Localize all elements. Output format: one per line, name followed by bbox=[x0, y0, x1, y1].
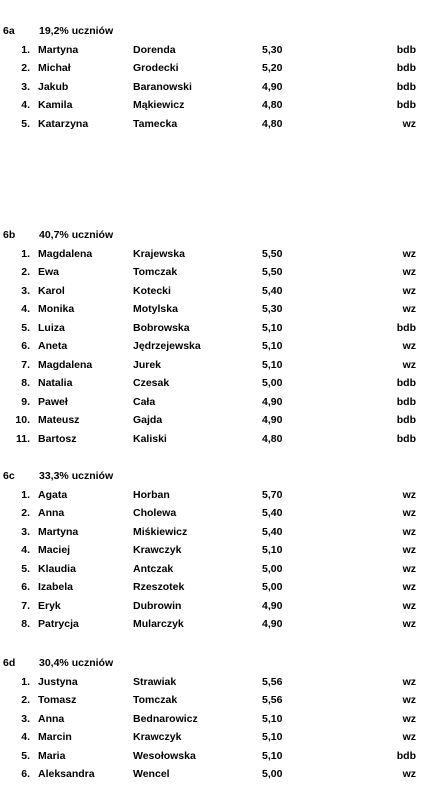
average-score: 5,30 bbox=[262, 303, 283, 315]
last-name: Czesak bbox=[133, 377, 170, 389]
rank-number: 6. bbox=[21, 340, 30, 352]
average-score: 4,80 bbox=[262, 99, 283, 111]
behavior-grade: wz bbox=[402, 340, 416, 352]
student-row bbox=[0, 319, 436, 338]
rank-number: 11. bbox=[15, 432, 30, 445]
class-header bbox=[0, 226, 436, 245]
first-name: Klaudia bbox=[38, 562, 76, 575]
last-name: Krawczyk bbox=[133, 731, 182, 743]
behavior-grade: wz bbox=[402, 284, 416, 297]
rank-number: 3. bbox=[21, 712, 30, 725]
student-row bbox=[0, 59, 436, 78]
class-section-6d bbox=[0, 654, 436, 784]
class-percent: 40,7% uczniów bbox=[39, 229, 114, 241]
rank-number: 2. bbox=[21, 266, 30, 278]
behavior-grade: bdb bbox=[396, 377, 416, 389]
last-name: Horban bbox=[133, 488, 170, 501]
first-name: Karol bbox=[38, 284, 65, 297]
behavior-grade: wz bbox=[402, 731, 416, 743]
last-name: Gajda bbox=[133, 414, 163, 426]
first-name: Martyna bbox=[38, 525, 79, 538]
behavior-grade: wz bbox=[402, 266, 416, 278]
student-row bbox=[0, 578, 436, 597]
behavior-grade: wz bbox=[402, 358, 416, 371]
last-name: Rzeszotek bbox=[133, 581, 185, 593]
first-name: Aneta bbox=[38, 340, 68, 352]
student-row bbox=[0, 41, 436, 60]
behavior-grade: bdb bbox=[396, 432, 416, 445]
last-name: Dubrowin bbox=[133, 599, 182, 612]
average-score: 5,50 bbox=[262, 247, 283, 260]
class-percent: 30,4% uczniów bbox=[39, 657, 114, 669]
student-row bbox=[0, 337, 436, 356]
student-row bbox=[0, 245, 436, 264]
last-name: Strawiak bbox=[133, 675, 177, 688]
first-name: Bartosz bbox=[38, 432, 77, 445]
student-row bbox=[0, 673, 436, 692]
last-name: Wesołowska bbox=[133, 749, 196, 762]
student-row bbox=[0, 430, 436, 449]
rank-number: 1. bbox=[21, 247, 30, 260]
average-score: 4,90 bbox=[262, 618, 283, 630]
average-score: 5,10 bbox=[262, 544, 283, 556]
student-row bbox=[0, 710, 436, 729]
student-row bbox=[0, 597, 436, 616]
first-name: Monika bbox=[38, 303, 75, 315]
average-score: 5,70 bbox=[262, 488, 283, 501]
last-name: Motylska bbox=[133, 303, 178, 315]
first-name: Kamila bbox=[38, 99, 73, 111]
student-row bbox=[0, 523, 436, 542]
last-name: Jędrzejewska bbox=[133, 340, 201, 352]
rank-number: 6. bbox=[21, 768, 30, 780]
behavior-grade: wz bbox=[402, 581, 416, 593]
average-score: 5,00 bbox=[262, 562, 283, 575]
student-row bbox=[0, 747, 436, 766]
average-score: 5,10 bbox=[262, 358, 283, 371]
first-name: Magdalena bbox=[38, 247, 93, 260]
average-score: 5,10 bbox=[262, 321, 283, 334]
student-row bbox=[0, 374, 436, 393]
student-row bbox=[0, 393, 436, 412]
class-label: 6d bbox=[3, 657, 16, 669]
rank-number: 1. bbox=[21, 43, 30, 56]
first-name: Maria bbox=[38, 749, 66, 762]
behavior-grade: wz bbox=[402, 562, 416, 575]
average-score: 4,80 bbox=[262, 117, 283, 130]
rank-number: 3. bbox=[21, 284, 30, 297]
class-header bbox=[0, 654, 436, 673]
behavior-grade: wz bbox=[402, 768, 416, 780]
rank-number: 4. bbox=[21, 544, 30, 556]
behavior-grade: wz bbox=[402, 303, 416, 315]
first-name: Paweł bbox=[38, 395, 68, 408]
class-percent: 33,3% uczniów bbox=[39, 470, 114, 482]
behavior-grade: wz bbox=[402, 712, 416, 725]
average-score: 5,56 bbox=[262, 675, 283, 688]
average-score: 5,20 bbox=[262, 62, 283, 74]
average-score: 4,90 bbox=[262, 395, 283, 408]
average-score: 5,00 bbox=[262, 581, 283, 593]
rank-number: 7. bbox=[21, 358, 30, 371]
behavior-grade: bdb bbox=[396, 749, 416, 762]
behavior-grade: wz bbox=[402, 117, 416, 130]
last-name: Dorenda bbox=[133, 43, 176, 56]
class-header bbox=[0, 467, 436, 486]
last-name: Kotecki bbox=[133, 284, 171, 297]
last-name: Jurek bbox=[133, 358, 162, 371]
rank-number: 3. bbox=[21, 525, 30, 538]
behavior-grade: bdb bbox=[396, 321, 416, 334]
behavior-grade: bdb bbox=[396, 414, 416, 426]
behavior-grade: wz bbox=[402, 694, 416, 706]
last-name: Krawczyk bbox=[133, 544, 182, 556]
first-name: Anna bbox=[38, 507, 65, 519]
last-name: Tamecka bbox=[133, 117, 178, 130]
student-row bbox=[0, 691, 436, 710]
first-name: Aleksandra bbox=[38, 768, 95, 780]
rank-number: 5. bbox=[21, 749, 30, 762]
behavior-grade: wz bbox=[402, 525, 416, 538]
first-name: Luiza bbox=[38, 321, 65, 334]
average-score: 4,90 bbox=[262, 80, 283, 93]
rank-number: 7. bbox=[21, 599, 30, 612]
student-row bbox=[0, 615, 436, 634]
behavior-grade: bdb bbox=[396, 99, 416, 111]
rank-number: 5. bbox=[21, 321, 30, 334]
rank-number: 8. bbox=[21, 377, 30, 389]
average-score: 5,40 bbox=[262, 525, 283, 538]
average-score: 5,10 bbox=[262, 340, 283, 352]
student-row bbox=[0, 78, 436, 97]
last-name: Antczak bbox=[133, 562, 174, 575]
first-name: Patrycja bbox=[38, 618, 79, 630]
first-name: Maciej bbox=[38, 544, 71, 556]
average-score: 4,90 bbox=[262, 599, 283, 612]
student-row bbox=[0, 486, 436, 505]
class-section-6c bbox=[0, 467, 436, 634]
last-name: Tomczak bbox=[133, 266, 178, 278]
student-row bbox=[0, 560, 436, 579]
last-name: Bobrowska bbox=[133, 321, 190, 334]
behavior-grade: wz bbox=[402, 488, 416, 501]
behavior-grade: wz bbox=[402, 618, 416, 630]
rank-number: 4. bbox=[21, 303, 30, 315]
rank-number: 2. bbox=[21, 694, 30, 706]
last-name: Miśkiewicz bbox=[133, 525, 188, 538]
rank-number: 5. bbox=[21, 562, 30, 575]
student-row bbox=[0, 411, 436, 430]
rank-number: 2. bbox=[21, 62, 30, 74]
student-row bbox=[0, 115, 436, 134]
last-name: Cholewa bbox=[133, 507, 177, 519]
last-name: Cała bbox=[133, 395, 156, 408]
average-score: 5,56 bbox=[262, 694, 283, 706]
student-row bbox=[0, 728, 436, 747]
average-score: 5,00 bbox=[262, 768, 283, 780]
first-name: Magdalena bbox=[38, 358, 93, 371]
rank-number: 6. bbox=[21, 581, 30, 593]
class-label: 6a bbox=[3, 25, 15, 37]
behavior-grade: bdb bbox=[396, 395, 416, 408]
average-score: 5,00 bbox=[262, 377, 283, 389]
first-name: Ewa bbox=[38, 266, 60, 278]
rank-number: 4. bbox=[21, 99, 30, 111]
rank-number: 1. bbox=[21, 675, 30, 688]
behavior-grade: wz bbox=[402, 599, 416, 612]
student-row bbox=[0, 541, 436, 560]
first-name: Eryk bbox=[38, 599, 61, 612]
first-name: Marcin bbox=[38, 731, 72, 743]
first-name: Mateusz bbox=[38, 414, 80, 426]
average-score: 5,40 bbox=[262, 507, 283, 519]
last-name: Krajewska bbox=[133, 247, 185, 260]
last-name: Wencel bbox=[133, 768, 170, 780]
rank-number: 4. bbox=[21, 731, 30, 743]
last-name: Grodecki bbox=[133, 62, 179, 74]
rank-number: 1. bbox=[21, 488, 30, 501]
student-row bbox=[0, 504, 436, 523]
last-name: Mularczyk bbox=[133, 618, 184, 630]
first-name: Izabela bbox=[38, 581, 74, 593]
class-percent: 19,2% uczniów bbox=[39, 25, 114, 37]
student-row bbox=[0, 263, 436, 282]
class-section-6b bbox=[0, 226, 436, 448]
behavior-grade: bdb bbox=[396, 62, 416, 74]
rank-number: 5. bbox=[21, 117, 30, 130]
first-name: Martyna bbox=[38, 43, 79, 56]
first-name: Katarzyna bbox=[38, 117, 89, 130]
last-name: Baranowski bbox=[133, 80, 192, 93]
rank-number: 8. bbox=[21, 618, 30, 630]
behavior-grade: wz bbox=[402, 544, 416, 556]
class-label: 6b bbox=[3, 229, 16, 241]
last-name: Kaliski bbox=[133, 432, 167, 445]
behavior-grade: wz bbox=[402, 507, 416, 519]
class-section-6a bbox=[0, 22, 436, 133]
last-name: Bednarowicz bbox=[133, 712, 198, 725]
behavior-grade: bdb bbox=[396, 43, 416, 56]
average-score: 5,10 bbox=[262, 712, 283, 725]
average-score: 4,90 bbox=[262, 414, 283, 426]
average-score: 5,30 bbox=[262, 43, 283, 56]
student-row bbox=[0, 300, 436, 319]
first-name: Natalia bbox=[38, 377, 73, 389]
student-row bbox=[0, 765, 436, 784]
behavior-grade: wz bbox=[402, 675, 416, 688]
rank-number: 10. bbox=[15, 414, 30, 426]
rank-number: 9. bbox=[21, 395, 30, 408]
average-score: 5,10 bbox=[262, 731, 283, 743]
first-name: Jakub bbox=[38, 80, 69, 93]
class-label: 6c bbox=[3, 470, 15, 482]
behavior-grade: wz bbox=[402, 247, 416, 260]
average-score: 5,50 bbox=[262, 266, 283, 278]
student-row bbox=[0, 356, 436, 375]
first-name: Agata bbox=[38, 488, 68, 501]
rank-number: 2. bbox=[21, 507, 30, 519]
behavior-grade: bdb bbox=[396, 80, 416, 93]
last-name: Tomczak bbox=[133, 694, 178, 706]
rank-number: 3. bbox=[21, 80, 30, 93]
first-name: Anna bbox=[38, 712, 65, 725]
average-score: 4,80 bbox=[262, 432, 283, 445]
student-row bbox=[0, 282, 436, 301]
average-score: 5,40 bbox=[262, 284, 283, 297]
class-header bbox=[0, 22, 436, 41]
first-name: Tomasz bbox=[38, 694, 77, 706]
student-row bbox=[0, 96, 436, 115]
average-score: 5,10 bbox=[262, 749, 283, 762]
last-name: Mąkiewicz bbox=[133, 99, 185, 111]
first-name: Michał bbox=[38, 62, 71, 74]
first-name: Justyna bbox=[38, 675, 78, 688]
